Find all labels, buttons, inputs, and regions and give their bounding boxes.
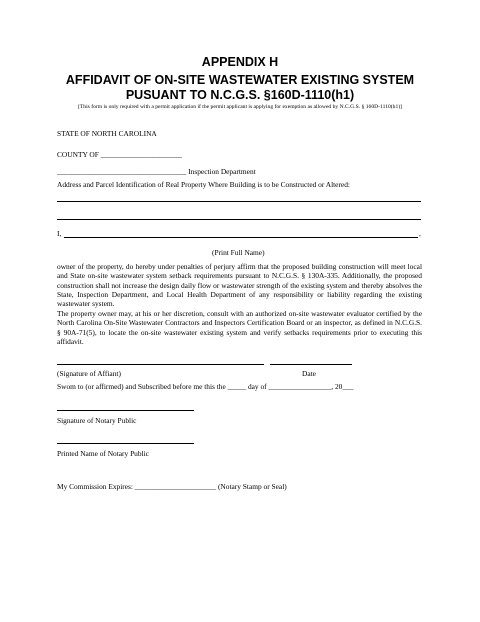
date-label: Date	[302, 369, 316, 378]
sworn-statement[interactable]: Swom to (or affirmed) and Subscribed before me this the _____ day of _________________, 20___	[57, 382, 354, 391]
notary-signature-line[interactable]	[57, 410, 194, 411]
name-suffix: ,	[419, 229, 421, 238]
state-label: STATE OF NORTH CAROLINA	[57, 129, 157, 138]
county-field[interactable]: COUNTY OF ______________________	[57, 150, 182, 159]
inspection-department-field[interactable]: ___________________________________ Inspection Department	[57, 167, 256, 176]
affiant-signature-label: (Signature of Affiant)	[57, 369, 121, 378]
name-prefix: I,	[57, 229, 62, 238]
appendix-heading: APPENDIX H	[201, 55, 279, 69]
address-parcel-label: Address and Parcel Identification of Real Property Where Building is to be Constructed or Altered:	[57, 180, 350, 189]
affidavit-title-line-1: AFFIDAVIT OF ON-SITE WASTEWATER EXISTING SYSTEM	[65, 73, 415, 87]
full-name-line[interactable]	[64, 237, 418, 238]
notary-signature-label: Signature of Notary Public	[57, 416, 137, 425]
address-line-2[interactable]	[57, 219, 421, 220]
commission-expires-field[interactable]: My Commission Expires: ______________________ (Notary Stamp or Seal)	[57, 482, 287, 491]
notary-printed-name-label: Printed Name of Notary Public	[57, 449, 149, 458]
consultation-paragraph: The property owner may, at his or her discretion, consult with an authorized on-site wastewater evaluator certified by the North Carolina On-Site Wastewater Contractors and Inspectors Certification Board or an inspector, as defined in N.C.G.S. § 90A-71(5), to locate the on-site wastewater existing system and verify setbacks requirements prior to executing this affidavit.	[57, 309, 422, 346]
date-line[interactable]	[270, 364, 352, 365]
address-line-1[interactable]	[57, 201, 421, 202]
affidavit-title-line-2: PUSUANT TO N.C.G.S. §160D-1110(h1)	[125, 88, 355, 102]
print-full-name-caption: (Print Full Name)	[212, 248, 265, 257]
applicability-note: [This form is only required with a permit application if the permit applicant is applying for exemption as allowed by N.C.G.S. § 160D-1110(h1)]	[78, 104, 402, 110]
affirmation-paragraph: owner of the property, do hereby under penalties of perjury affirm that the proposed building construction will meet local and State on-site wastewater system setback requirements pursuant to N.C.G.S. § 130A-335. Additionally, the proposed construction shall not increase the design daily flow or wastewater strength of the existing system and thereby absolves the State, Inspection Department, and Local Health Department of any responsibility or liability regarding the existing wastewater system.	[57, 262, 422, 309]
notary-printed-name-line[interactable]	[57, 443, 194, 444]
affiant-signature-line[interactable]	[57, 364, 264, 365]
